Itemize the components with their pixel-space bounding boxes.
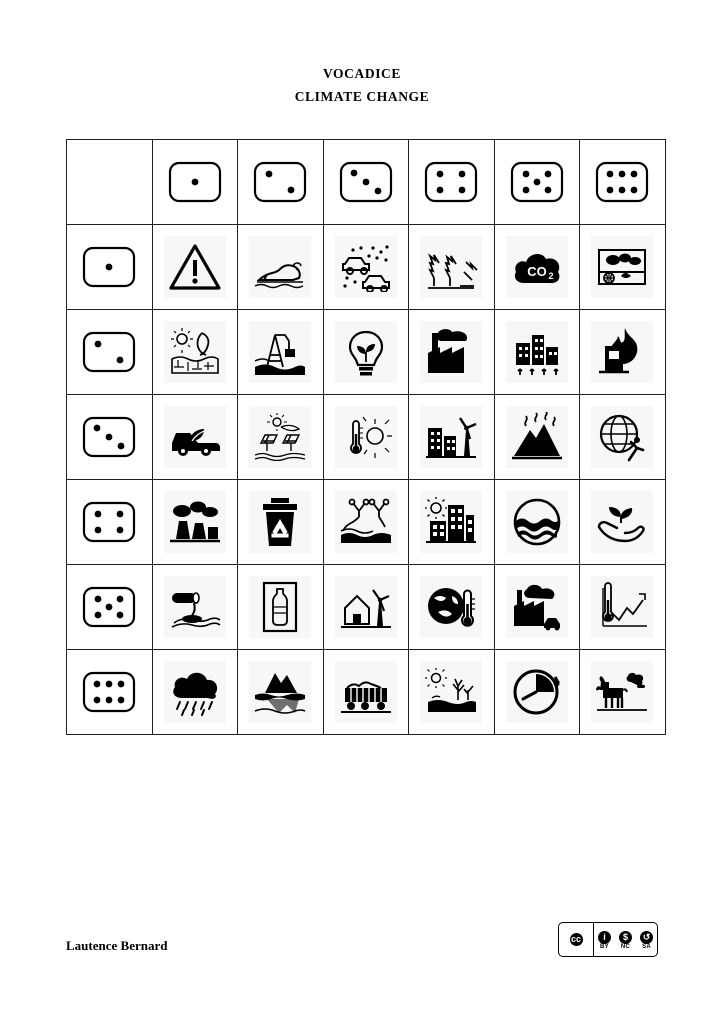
die-column-5 — [494, 140, 580, 225]
grid-header-row — [67, 140, 666, 225]
cc-by-icon: i — [598, 931, 611, 944]
table-row — [67, 310, 666, 395]
melting-iceberg-icon — [249, 661, 311, 723]
cc-label-by: BY — [599, 943, 609, 950]
cell-car-pollution — [323, 225, 409, 310]
cc-term-labels — [594, 944, 657, 951]
table-row — [67, 565, 666, 650]
cc-logo-icon — [559, 923, 594, 956]
water-pollution-icon — [335, 491, 397, 553]
cell-temperature-rise-chart — [580, 565, 666, 650]
die-row-2 — [67, 310, 153, 395]
co2-cloud-icon — [506, 236, 568, 298]
die-row-6 — [67, 650, 153, 735]
cell-waste-pipe-pollution — [152, 565, 238, 650]
dry-land-icon — [420, 661, 482, 723]
cell-co2-cloud — [494, 225, 580, 310]
cell-power-plant-cooling — [152, 480, 238, 565]
cell-rain-cloud — [152, 650, 238, 735]
volcano-emission-icon — [506, 406, 568, 468]
table-row — [67, 395, 666, 480]
livestock-methane-icon — [591, 661, 653, 723]
temperature-rise-chart-icon — [591, 576, 653, 638]
drought-cracked-earth-icon — [164, 321, 226, 383]
vocadice-grid — [66, 139, 666, 735]
wind-turbine-city-icon — [420, 406, 482, 468]
cell-volcano-emission — [494, 395, 580, 480]
cell-sunny-buildings — [409, 480, 495, 565]
cell-recycling-bin — [238, 480, 324, 565]
cell-industry-smog — [494, 565, 580, 650]
green-energy-bulb-icon — [335, 321, 397, 383]
cell-solar-panels — [238, 395, 324, 480]
cell-factory-smoke — [409, 310, 495, 395]
rising-sea-level-icon — [506, 491, 568, 553]
die-row-1 — [67, 225, 153, 310]
cell-deforestation — [409, 225, 495, 310]
svg-text:CO: CO — [527, 264, 547, 279]
svg-text:2: 2 — [548, 271, 554, 281]
cell-rising-heat-city — [494, 310, 580, 395]
page-title — [0, 62, 724, 108]
cc-term-icons — [594, 929, 657, 944]
cell-oil-drilling — [238, 310, 324, 395]
fossil-fuel-fire-icon — [591, 321, 653, 383]
car-pollution-icon — [335, 236, 397, 298]
cell-climate-conference — [580, 225, 666, 310]
polar-bear-melting-ice-icon — [249, 236, 311, 298]
die-row-3 — [67, 395, 153, 480]
eco-house-wind-icon — [335, 576, 397, 638]
die-row-4 — [67, 480, 153, 565]
cell-plastic-bottle — [238, 565, 324, 650]
table-row — [67, 650, 666, 735]
title-line-1: VOCADICE — [322, 66, 402, 81]
die-column-6 — [580, 140, 666, 225]
die-column-1 — [152, 140, 238, 225]
cell-fossil-fuel-fire — [580, 310, 666, 395]
eco-car-icon — [164, 406, 226, 468]
die-row-5 — [67, 565, 153, 650]
cell-wind-turbine-city — [409, 395, 495, 480]
cell-thermometer-sun — [323, 395, 409, 480]
cell-water-pollution — [323, 480, 409, 565]
cc-nc-icon: $ — [619, 931, 632, 944]
cell-dry-land — [409, 650, 495, 735]
cell-clock-time — [494, 650, 580, 735]
cc-label-sa: SA — [642, 943, 651, 950]
cell-hand-sprout — [580, 480, 666, 565]
clock-time-icon — [506, 661, 568, 723]
recycling-bin-icon — [249, 491, 311, 553]
rising-heat-city-icon — [506, 321, 568, 383]
title-line-2: CLIMATE CHANGE — [294, 89, 430, 104]
cc-terms — [594, 923, 657, 956]
plastic-bottle-icon — [249, 576, 311, 638]
solar-panels-icon — [249, 406, 311, 468]
thermometer-sun-icon — [335, 406, 397, 468]
cell-green-energy-bulb — [323, 310, 409, 395]
cell-global-warming-thermometer — [409, 565, 495, 650]
author-name: Lautence Bernard — [66, 938, 168, 953]
global-warming-thermometer-icon — [420, 576, 482, 638]
hand-sprout-icon — [591, 491, 653, 553]
cell-livestock-methane — [580, 650, 666, 735]
die-column-2 — [238, 140, 324, 225]
cc-circle-icon: cc — [570, 934, 581, 944]
waste-pipe-pollution-icon — [164, 576, 226, 638]
die-column-3 — [323, 140, 409, 225]
industry-smog-icon — [506, 576, 568, 638]
cell-globe-running — [580, 395, 666, 480]
table-row — [67, 480, 666, 565]
cell-polar-bear-melting-ice — [238, 225, 324, 310]
rain-cloud-icon — [164, 661, 226, 723]
empty-corner — [67, 140, 153, 225]
cc-by-nc-sa-badge[interactable] — [558, 922, 658, 957]
cell-drought-cracked-earth — [152, 310, 238, 395]
climate-conference-icon — [591, 236, 653, 298]
factory-smoke-icon — [420, 321, 482, 383]
table-row — [67, 225, 666, 310]
deforestation-icon — [420, 236, 482, 298]
cc-sa-icon: ↺ — [640, 931, 653, 944]
cell-warning-triangle — [152, 225, 238, 310]
globe-running-icon — [591, 406, 653, 468]
cell-rising-sea-level — [494, 480, 580, 565]
cell-eco-car — [152, 395, 238, 480]
oil-drilling-icon — [249, 321, 311, 383]
cell-melting-iceberg — [238, 650, 324, 735]
warning-triangle-icon — [164, 236, 226, 298]
die-column-4 — [409, 140, 495, 225]
cc-label-nc: NC — [620, 943, 631, 950]
cell-eco-house-wind — [323, 565, 409, 650]
cell-coal-train — [323, 650, 409, 735]
power-plant-cooling-icon — [164, 491, 226, 553]
sunny-buildings-icon — [420, 491, 482, 553]
coal-train-icon — [335, 661, 397, 723]
